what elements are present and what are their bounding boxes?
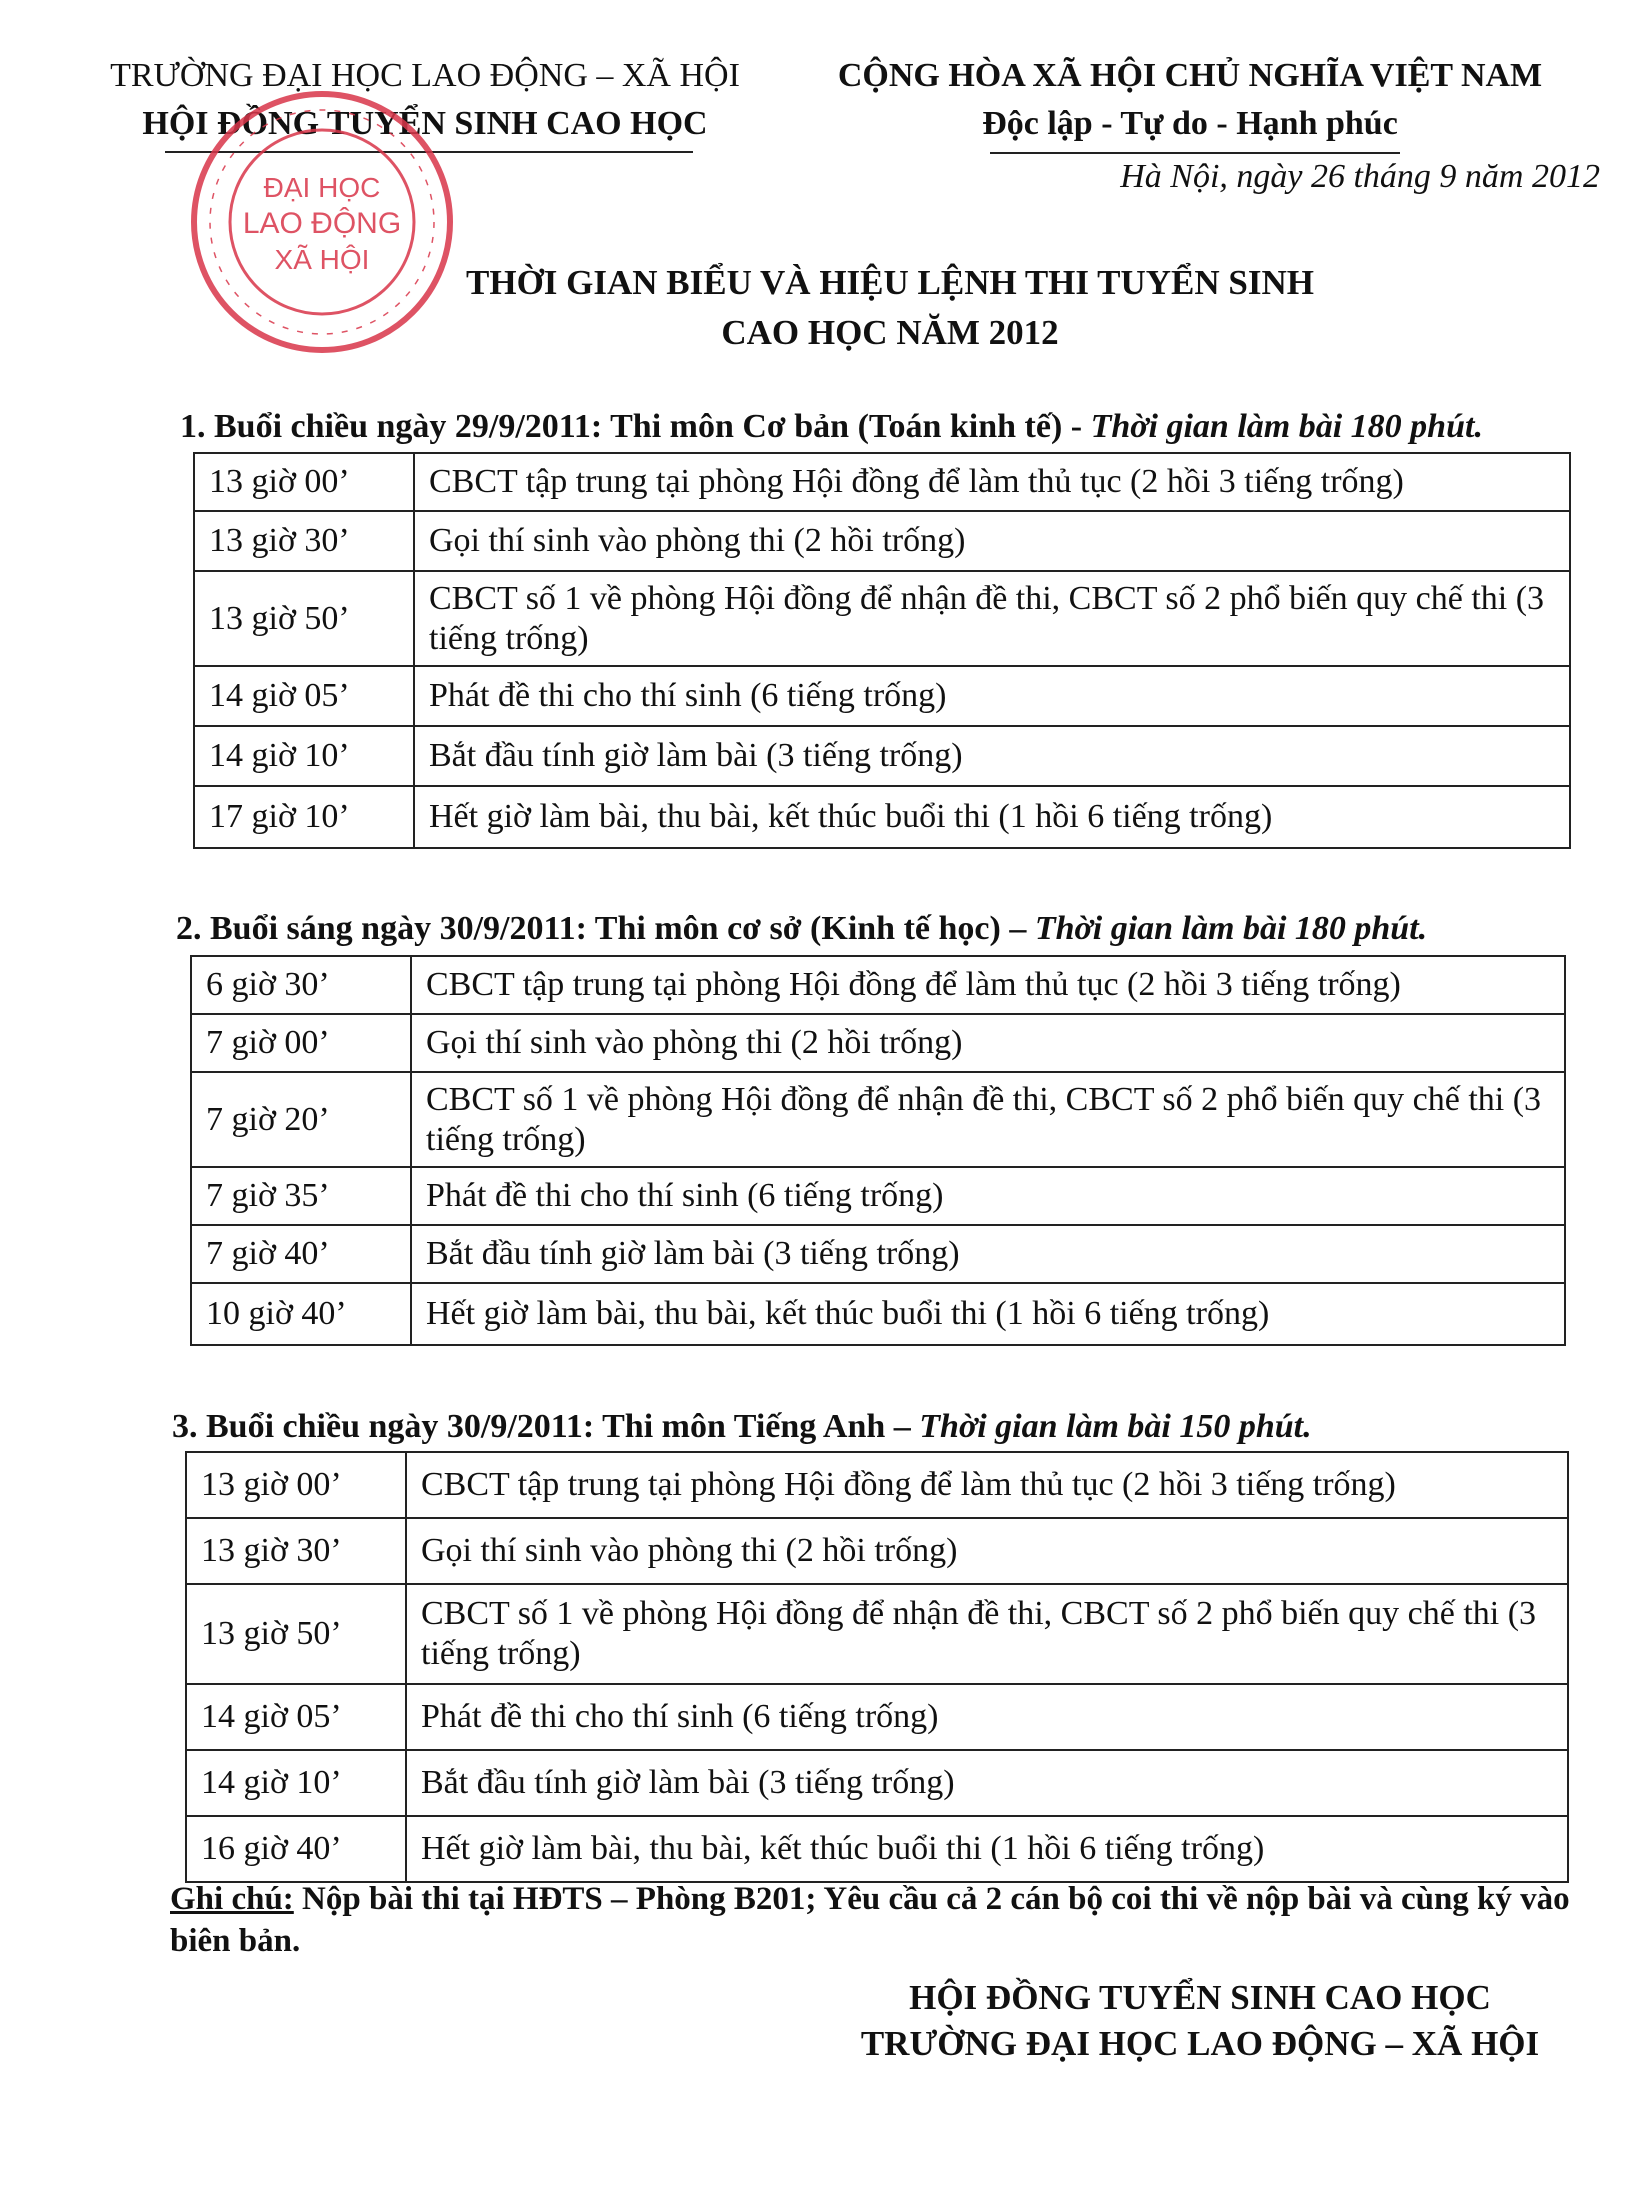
time-cell: 13 giờ 30’: [186, 1518, 406, 1584]
action-cell: CBCT tập trung tại phòng Hội đồng để làm thủ tục (2 hồi 3 tiếng trống): [406, 1452, 1568, 1518]
table-row: [194, 571, 1570, 666]
table-row: [191, 1283, 1565, 1345]
national-motto-block: [800, 52, 1580, 148]
table-row: [186, 1518, 1568, 1584]
section-2-title: 2. Buổi sáng ngày 30/9/2011: Thi môn cơ sở (Kinh tế học) –: [176, 910, 1027, 947]
action-cell: CBCT số 1 về phòng Hội đồng để nhận đề thi, CBCT số 2 phổ biến quy chế thi (3 tiếng trống): [406, 1584, 1568, 1684]
action-cell: Hết giờ làm bài, thu bài, kết thúc buổi thi (1 hồi 6 tiếng trống): [411, 1283, 1565, 1345]
section-1-heading: [180, 408, 1483, 446]
action-cell: Phát đề thi cho thí sinh (6 tiếng trống): [406, 1684, 1568, 1750]
time-cell: 13 giờ 00’: [186, 1452, 406, 1518]
table-row: [191, 1167, 1565, 1225]
table-row: [191, 1072, 1565, 1167]
time-cell: 13 giờ 50’: [194, 571, 414, 666]
time-cell: 16 giờ 40’: [186, 1816, 406, 1882]
section-2-schedule-table: [190, 955, 1566, 1346]
seal-text-line-2: LAO ĐỘNG: [242, 207, 402, 240]
issuer-council: HỘI ĐỒNG TUYỂN SINH CAO HỌC: [142, 105, 708, 142]
note-label: Ghi chú:: [170, 1881, 294, 1917]
action-cell: Bắt đầu tính giờ làm bài (3 tiếng trống): [411, 1225, 1565, 1283]
seal-text-line-3: XÃ HỘI: [274, 244, 370, 275]
section-3-title: 3. Buổi chiều ngày 30/9/2011: Thi môn Tiếng Anh –: [172, 1408, 911, 1445]
action-cell: CBCT số 1 về phòng Hội đồng để nhận đề thi, CBCT số 2 phổ biến quy chế thi (3 tiếng trống): [414, 571, 1570, 666]
note-text: Nộp bài thi tại HĐTS – Phòng B201; Yêu cầu cả 2 cán bộ coi thi về nộp bài và cùng ký vào biên bản.: [170, 1881, 1570, 1959]
section-2-heading: [176, 910, 1427, 948]
title-line-1: THỜI GIAN BIỂU VÀ HIỆU LỆNH THI TUYỂN SINH: [466, 263, 1314, 302]
action-cell: CBCT tập trung tại phòng Hội đồng để làm thủ tục (2 hồi 3 tiếng trống): [411, 956, 1565, 1014]
time-cell: 14 giờ 05’: [194, 666, 414, 726]
section-1-title: 1. Buổi chiều ngày 29/9/2011: Thi môn Cơ bản (Toán kinh tế) -: [180, 408, 1083, 445]
footnote: [170, 1878, 1570, 1962]
time-cell: 10 giờ 40’: [191, 1283, 411, 1345]
time-cell: 7 giờ 00’: [191, 1014, 411, 1072]
time-cell: 13 giờ 30’: [194, 511, 414, 571]
motto-underline: [990, 152, 1400, 154]
table-row: [194, 453, 1570, 511]
table-row: [194, 786, 1570, 848]
table-row: [191, 956, 1565, 1014]
table-row: [191, 1014, 1565, 1072]
section-3-schedule-table: [185, 1451, 1569, 1883]
action-cell: Hết giờ làm bài, thu bài, kết thúc buổi thi (1 hồi 6 tiếng trống): [414, 786, 1570, 848]
time-cell: 14 giờ 10’: [194, 726, 414, 786]
section-3-duration: Thời gian làm bài 150 phút.: [919, 1408, 1312, 1445]
issuer-org: TRƯỜNG ĐẠI HỌC LAO ĐỘNG – XÃ HỘI: [110, 57, 740, 94]
time-cell: 14 giờ 10’: [186, 1750, 406, 1816]
action-cell: Gọi thí sinh vào phòng thi (2 hồi trống): [414, 511, 1570, 571]
title-line-2: CAO HỌC NĂM 2012: [721, 313, 1059, 352]
section-3-heading: [172, 1408, 1312, 1446]
signature-line-1: HỘI ĐỒNG TUYỂN SINH CAO HỌC: [909, 1978, 1491, 2017]
action-cell: Bắt đầu tính giờ làm bài (3 tiếng trống): [414, 726, 1570, 786]
time-cell: 14 giờ 05’: [186, 1684, 406, 1750]
time-cell: 17 giờ 10’: [194, 786, 414, 848]
action-cell: Gọi thí sinh vào phòng thi (2 hồi trống): [411, 1014, 1565, 1072]
table-row: [186, 1750, 1568, 1816]
table-row: [186, 1584, 1568, 1684]
action-cell: CBCT tập trung tại phòng Hội đồng để làm thủ tục (2 hồi 3 tiếng trống): [414, 453, 1570, 511]
table-row: [186, 1452, 1568, 1518]
action-cell: Hết giờ làm bài, thu bài, kết thúc buổi thi (1 hồi 6 tiếng trống): [406, 1816, 1568, 1882]
action-cell: CBCT số 1 về phòng Hội đồng để nhận đề thi, CBCT số 2 phổ biến quy chế thi (3 tiếng trống): [411, 1072, 1565, 1167]
signature-block: [820, 1975, 1580, 2067]
national-title: CỘNG HÒA XÃ HỘI CHỦ NGHĨA VIỆT NAM: [837, 57, 1543, 94]
section-1-duration: Thời gian làm bài 180 phút.: [1090, 408, 1483, 445]
table-row: [186, 1816, 1568, 1882]
action-cell: Phát đề thi cho thí sinh (6 tiếng trống): [414, 666, 1570, 726]
time-cell: 7 giờ 35’: [191, 1167, 411, 1225]
national-motto: Độc lập - Tự do - Hạnh phúc: [982, 105, 1398, 142]
table-row: [194, 511, 1570, 571]
table-row: [186, 1684, 1568, 1750]
time-cell: 13 giờ 50’: [186, 1584, 406, 1684]
document-title: [300, 258, 1480, 358]
section-1-schedule-table: [193, 452, 1571, 849]
action-cell: Gọi thí sinh vào phòng thi (2 hồi trống): [406, 1518, 1568, 1584]
place-date: Hà Nội, ngày 26 tháng 9 năm 2012: [1120, 158, 1600, 195]
time-cell: 13 giờ 00’: [194, 453, 414, 511]
time-cell: 6 giờ 30’: [191, 956, 411, 1014]
action-cell: Bắt đầu tính giờ làm bài (3 tiếng trống): [406, 1750, 1568, 1816]
time-cell: 7 giờ 20’: [191, 1072, 411, 1167]
table-row: [194, 726, 1570, 786]
section-2-duration: Thời gian làm bài 180 phút.: [1034, 910, 1428, 947]
signature-line-2: TRƯỜNG ĐẠI HỌC LAO ĐỘNG – XÃ HỘI: [860, 2024, 1540, 2063]
action-cell: Phát đề thi cho thí sinh (6 tiếng trống): [411, 1167, 1565, 1225]
table-row: [194, 666, 1570, 726]
time-cell: 7 giờ 40’: [191, 1225, 411, 1283]
seal-text-line-1: ĐẠI HỌC: [263, 172, 381, 203]
table-row: [191, 1225, 1565, 1283]
